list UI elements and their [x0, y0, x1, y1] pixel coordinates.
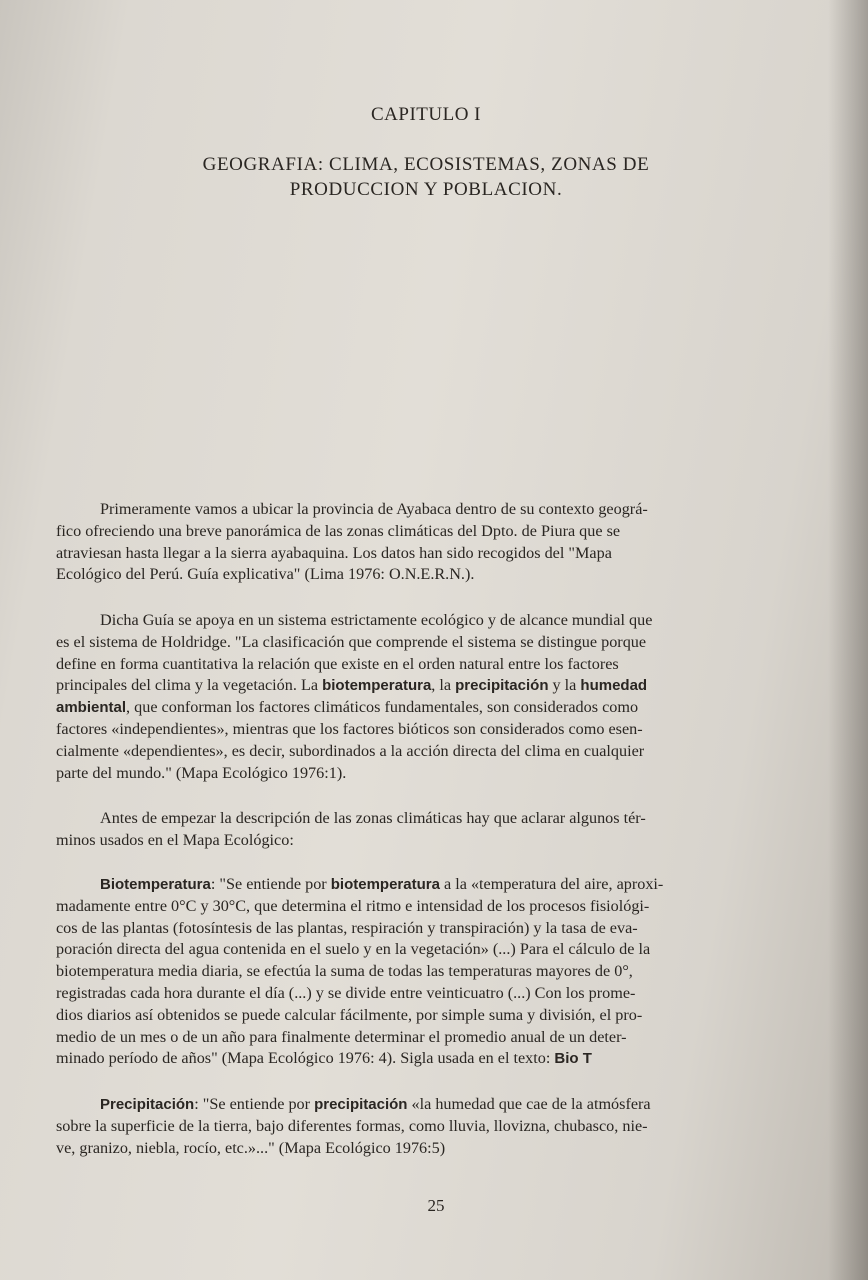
text-line: parte del mundo." (Mapa Ecológico 1976:1). [56, 763, 347, 782]
text-line: biotemperatura media diaria, se efectúa la suma de todas las temperaturas mayores de 0°, [56, 962, 633, 981]
bold-term: ambiental [56, 699, 127, 717]
text-line [56, 1048, 808, 1070]
text-line [56, 697, 808, 719]
paragraph-1 [56, 499, 808, 586]
text-line: registradas cada hora durante el día (...) y se divide entre veinticuatro (...) Con los prome- [56, 983, 636, 1002]
paragraph-2 [56, 610, 808, 784]
text-line: cialmente «dependientes», es decir, subordinados a la acción directa del clima en cualquier [56, 741, 645, 760]
definition-term: Precipitación [100, 1096, 195, 1113]
text-line: Ecológico del Perú. Guía explicativa" (Lima 1976: O.N.E.R.N.). [56, 565, 475, 584]
text-run: : "Se entiende por [194, 1095, 315, 1113]
text-line: sobre la superficie de la tierra, bajo diferentes formas, como lluvia, llovizna, chubasco, nie- [56, 1116, 648, 1135]
chapter-heading: CAPITULO I [370, 104, 482, 125]
text-line: Antes de empezar la descripción de las zonas climáticas hay que aclarar algunos tér- [100, 809, 646, 827]
bold-term: humedad [580, 677, 648, 695]
text-line: factores «independientes», mientras que los factores bióticos son considerados como esen- [56, 719, 643, 738]
text-line: ve, granizo, niebla, rocío, etc.»..." (Mapa Ecológico 1976:5) [56, 1138, 446, 1157]
chapter-title-line-1: GEOGRAFIA: CLIMA, ECOSISTEMAS, ZONAS DE [202, 154, 650, 175]
chapter-title-line-2: PRODUCCION Y POBLACION. [289, 179, 563, 200]
text-line: madamente entre 0°C y 30°C, que determina el ritmo e intensidad de los procesos fisiológi- [56, 896, 650, 915]
text-line [56, 675, 808, 697]
text-line: dios diarios así obtenidos se puede calcular fácilmente, por simple suma y división, el pro- [56, 1005, 643, 1024]
bold-term: biotemperatura [322, 677, 432, 695]
bold-term: Bio T [554, 1050, 592, 1068]
text-line [56, 874, 808, 896]
text-line: define en forma cuantitativa la relación que existe en el orden natural entre los factores [56, 654, 619, 673]
text-line: medio de un mes o de un año para finalmente determinar el promedio anual de un deter- [56, 1027, 627, 1046]
bold-term: biotemperatura [330, 876, 440, 893]
text-run: a la «temperatura del aire, aproxi- [439, 875, 664, 893]
text-line: fico ofreciendo una breve panorámica de las zonas climáticas del Dpto. de Piura que se [56, 521, 621, 540]
text-line: cos de las plantas (fotosíntesis de las plantas, respiración y transpiración) y la tasa de eva- [56, 918, 638, 937]
text-run: minado período de años" (Mapa Ecológico 1976: 4). Sigla usada en el texto: [56, 1049, 555, 1068]
text-run: principales del clima y la vegetación. La [56, 676, 323, 695]
text-run: : "Se entiende por [210, 875, 331, 893]
definition-term: Biotemperatura [100, 876, 211, 893]
page-number: 25 [427, 1196, 445, 1215]
paragraph-3 [56, 808, 808, 852]
text-line: es el sistema de Holdridge. "La clasificación que comprende el sistema se distingue porque [56, 632, 647, 651]
text-line: poración directa del agua contenida en el suelo y en la vegetación» (...) Para el cálculo de la [56, 940, 651, 959]
paragraph-precipitacion [56, 1094, 808, 1159]
bold-term: precipitación [455, 677, 549, 695]
text-run: , la [431, 676, 456, 695]
bold-term: precipitación [314, 1096, 408, 1113]
paragraph-biotemperatura [56, 874, 808, 1070]
text-run: y la [548, 676, 581, 695]
text-run: , que conforman los factores climáticos fundamentales, son considerados como [126, 698, 639, 717]
text-line: minos usados en el Mapa Ecológico: [56, 830, 294, 849]
text-line: atraviesan hasta llegar a la sierra ayabaquina. Los datos han sido recogidos del "Mapa [56, 543, 612, 562]
text-line: Dicha Guía se apoya en un sistema estrictamente ecológico y de alcance mundial que [100, 611, 653, 629]
text-line [56, 1094, 808, 1116]
text-line: Primeramente vamos a ubicar la provincia de Ayabaca dentro de su contexto geográ- [100, 500, 648, 518]
text-run: «la humedad que cae de la atmósfera [407, 1095, 651, 1113]
